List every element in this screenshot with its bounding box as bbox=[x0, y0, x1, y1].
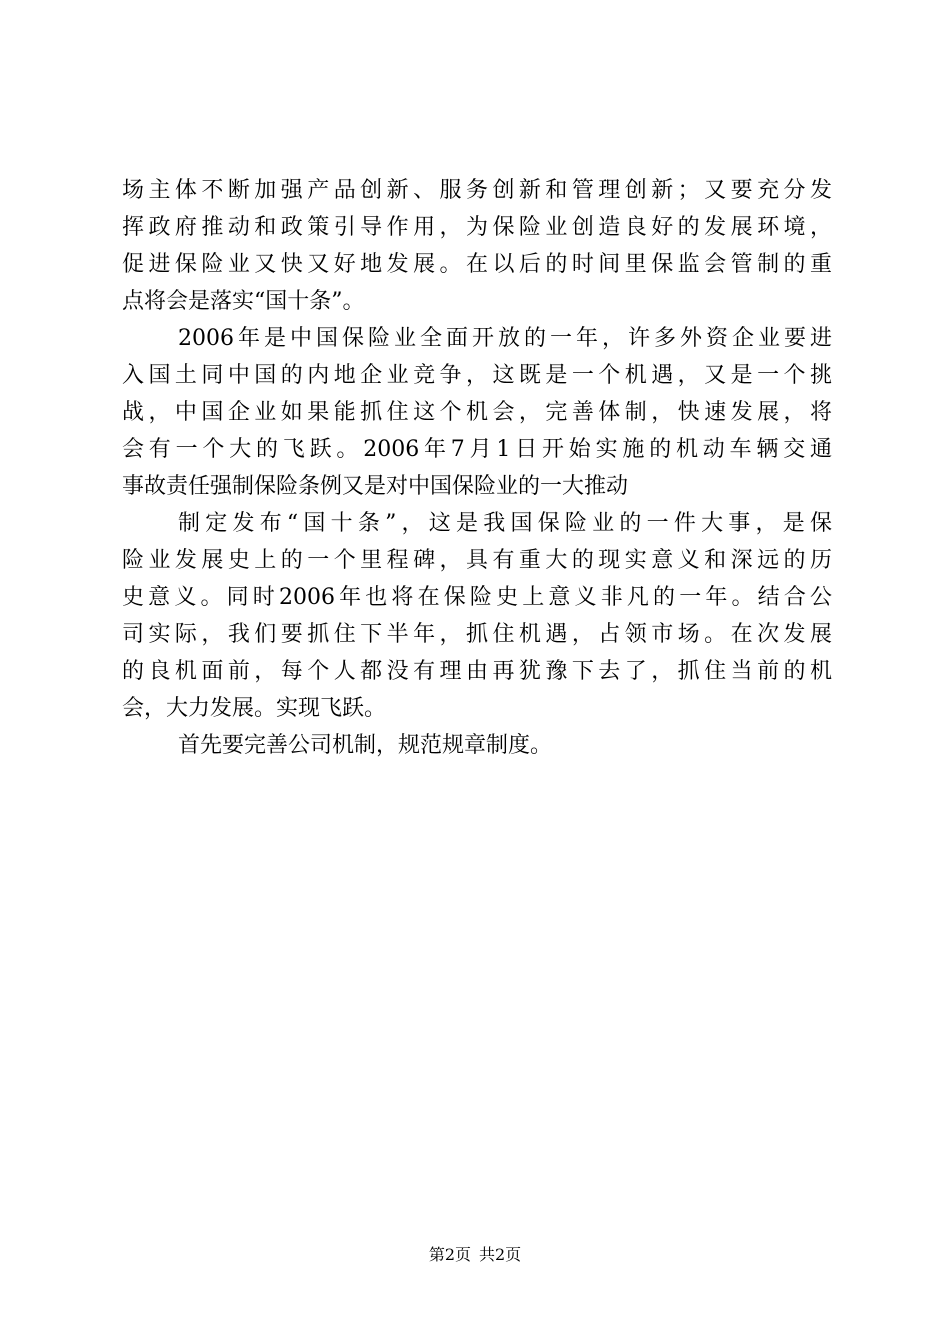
document-body bbox=[122, 172, 832, 764]
text-line: 司实际，我们要抓住下半年，抓住机遇，占领市场。在次发展 bbox=[122, 622, 832, 647]
paragraph-first-line: 制定发布“国十条”，这是我国保险业的一件大事，是保 bbox=[178, 511, 832, 536]
page-footer bbox=[0, 1243, 950, 1267]
text-line: 事故责任强制保险条例又是对中国保险业的一大推动 bbox=[122, 474, 629, 499]
text-line: 入国土同中国的内地企业竞争，这既是一个机遇，又是一个挑 bbox=[122, 363, 832, 388]
text-line: 会有一个大的飞跃。2006年7月1日开始实施的机动车辆交通 bbox=[122, 437, 832, 462]
text-line: 场主体不断加强产品创新、服务创新和管理创新；又要充分发 bbox=[122, 178, 832, 203]
text-line: 战，中国企业如果能抓住这个机会，完善体制，快速发展，将 bbox=[122, 400, 832, 425]
text-line: 点将会是落实“国十条”。 bbox=[122, 289, 365, 314]
text-line: 促进保险业又快又好地发展。在以后的时间里保监会管制的重 bbox=[122, 252, 832, 277]
text-line: 的良机面前，每个人都没有理由再犹豫下去了，抓住当前的机 bbox=[122, 659, 832, 684]
text-line: 挥政府推动和政策引导作用，为保险业创造良好的发展环境， bbox=[122, 215, 832, 240]
paragraph-first-line: 2006年是中国保险业全面开放的一年，许多外资企业要进 bbox=[178, 326, 832, 351]
text-line: 会，大力发展。实现飞跃。 bbox=[122, 696, 387, 721]
page-total: 共2页 bbox=[479, 1245, 522, 1264]
page-number: 第2页 bbox=[428, 1245, 471, 1264]
text-line: 险业发展史上的一个里程碑，具有重大的现实意义和深远的历 bbox=[122, 548, 832, 573]
paragraph-first-line: 首先要完善公司机制，规范规章制度。 bbox=[178, 733, 553, 758]
text-line: 史意义。同时2006年也将在保险史上意义非凡的一年。结合公 bbox=[122, 585, 832, 610]
